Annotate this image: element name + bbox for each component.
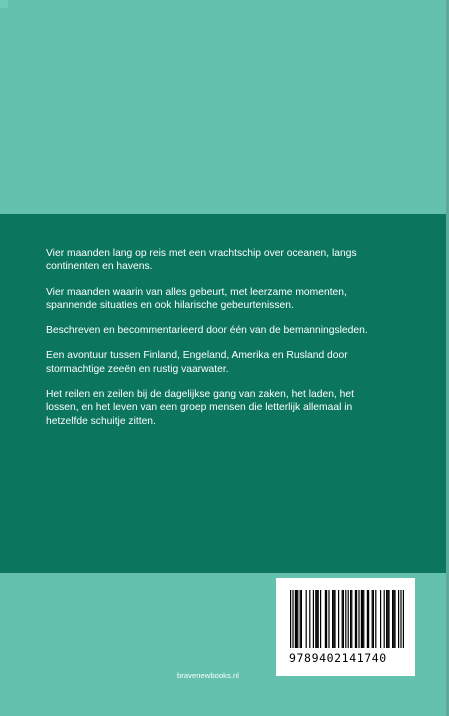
barcode-bar bbox=[338, 590, 339, 648]
barcode-bar bbox=[400, 590, 401, 648]
barcode-bar bbox=[394, 590, 395, 648]
barcode-bar bbox=[392, 590, 393, 648]
barcode-bar bbox=[334, 590, 335, 648]
barcode-bar bbox=[363, 590, 364, 648]
barcode-bar bbox=[292, 590, 293, 648]
barcode-bar bbox=[356, 590, 357, 648]
barcode-bar bbox=[386, 590, 387, 648]
blurb-paragraph-3: Beschreven en becommentarieerd door één van de bemanningsleden. bbox=[46, 325, 368, 337]
barcode-bar bbox=[367, 590, 368, 648]
barcode-bar bbox=[325, 590, 326, 648]
barcode-bar bbox=[345, 590, 346, 648]
barcode-bar bbox=[296, 590, 297, 648]
barcode-bar bbox=[350, 590, 351, 648]
barcode-bar bbox=[313, 590, 314, 648]
blurb-paragraph-5: Het reilen en zeilen bij de dagelijkse gang van zaken, het laden, het lossen, en het leven van een groep mensen die letterlijk allemaal in hetzelfde schuitje zitten. bbox=[46, 389, 354, 427]
barcode-bar bbox=[348, 590, 349, 648]
barcode-bar bbox=[358, 590, 359, 648]
barcode-bar bbox=[342, 590, 343, 648]
barcode-bar bbox=[316, 590, 317, 648]
barcode-bar bbox=[362, 590, 363, 648]
barcode-bar bbox=[384, 590, 385, 648]
barcode-bar bbox=[388, 590, 389, 648]
barcode-bar bbox=[290, 590, 291, 648]
barcode-bar bbox=[309, 590, 310, 648]
barcode-bar bbox=[318, 590, 319, 648]
cover-top-band bbox=[0, 0, 446, 214]
barcode-bar bbox=[380, 590, 381, 648]
barcode-bar bbox=[306, 590, 307, 648]
barcode-bar bbox=[295, 590, 296, 648]
barcode-bar bbox=[368, 590, 369, 648]
blurb-paragraph-1: Vier maanden lang op reis met een vrachtschip over oceanen, langs continenten en havens. bbox=[46, 248, 357, 273]
barcode-bar bbox=[393, 590, 394, 648]
back-cover-text-panel bbox=[0, 214, 446, 573]
barcode-bar bbox=[333, 590, 334, 648]
barcode-bar bbox=[373, 590, 374, 648]
blurb-paragraph-2: Vier maanden waarin van alles gebeurt, met leerzame momenten, spannende situaties en ook hilarische gebeurtenissen. bbox=[46, 286, 347, 311]
barcode-bar bbox=[372, 590, 373, 648]
barcode-bar bbox=[301, 590, 302, 648]
barcode-bar bbox=[343, 590, 344, 648]
barcode-bar bbox=[300, 590, 301, 648]
barcode-bar bbox=[326, 590, 327, 648]
blurb-paragraph-4: Een avontuur tussen Finland, Engeland, Amerika en Rusland door stormachtige zeeën en rustig vaarwater. bbox=[46, 350, 348, 375]
isbn-number: 9789402141740 bbox=[289, 651, 387, 665]
barcode-bar bbox=[403, 590, 404, 648]
publisher-url: bravenewbooks.nl bbox=[177, 671, 240, 680]
barcode-bar bbox=[375, 590, 376, 648]
isbn-barcode bbox=[276, 578, 415, 676]
barcode-bar bbox=[387, 590, 388, 648]
barcode-bar bbox=[297, 590, 298, 648]
corner-mark bbox=[0, 0, 8, 8]
barcode-bar bbox=[315, 590, 316, 648]
barcode-bar bbox=[332, 590, 333, 648]
barcode-bar bbox=[320, 590, 321, 648]
barcode-bar bbox=[398, 590, 399, 648]
barcode-bar bbox=[355, 590, 356, 648]
barcode-bar bbox=[328, 590, 329, 648]
blurb bbox=[46, 247, 376, 440]
barcode-bar bbox=[351, 590, 352, 648]
barcode-bar bbox=[361, 590, 362, 648]
